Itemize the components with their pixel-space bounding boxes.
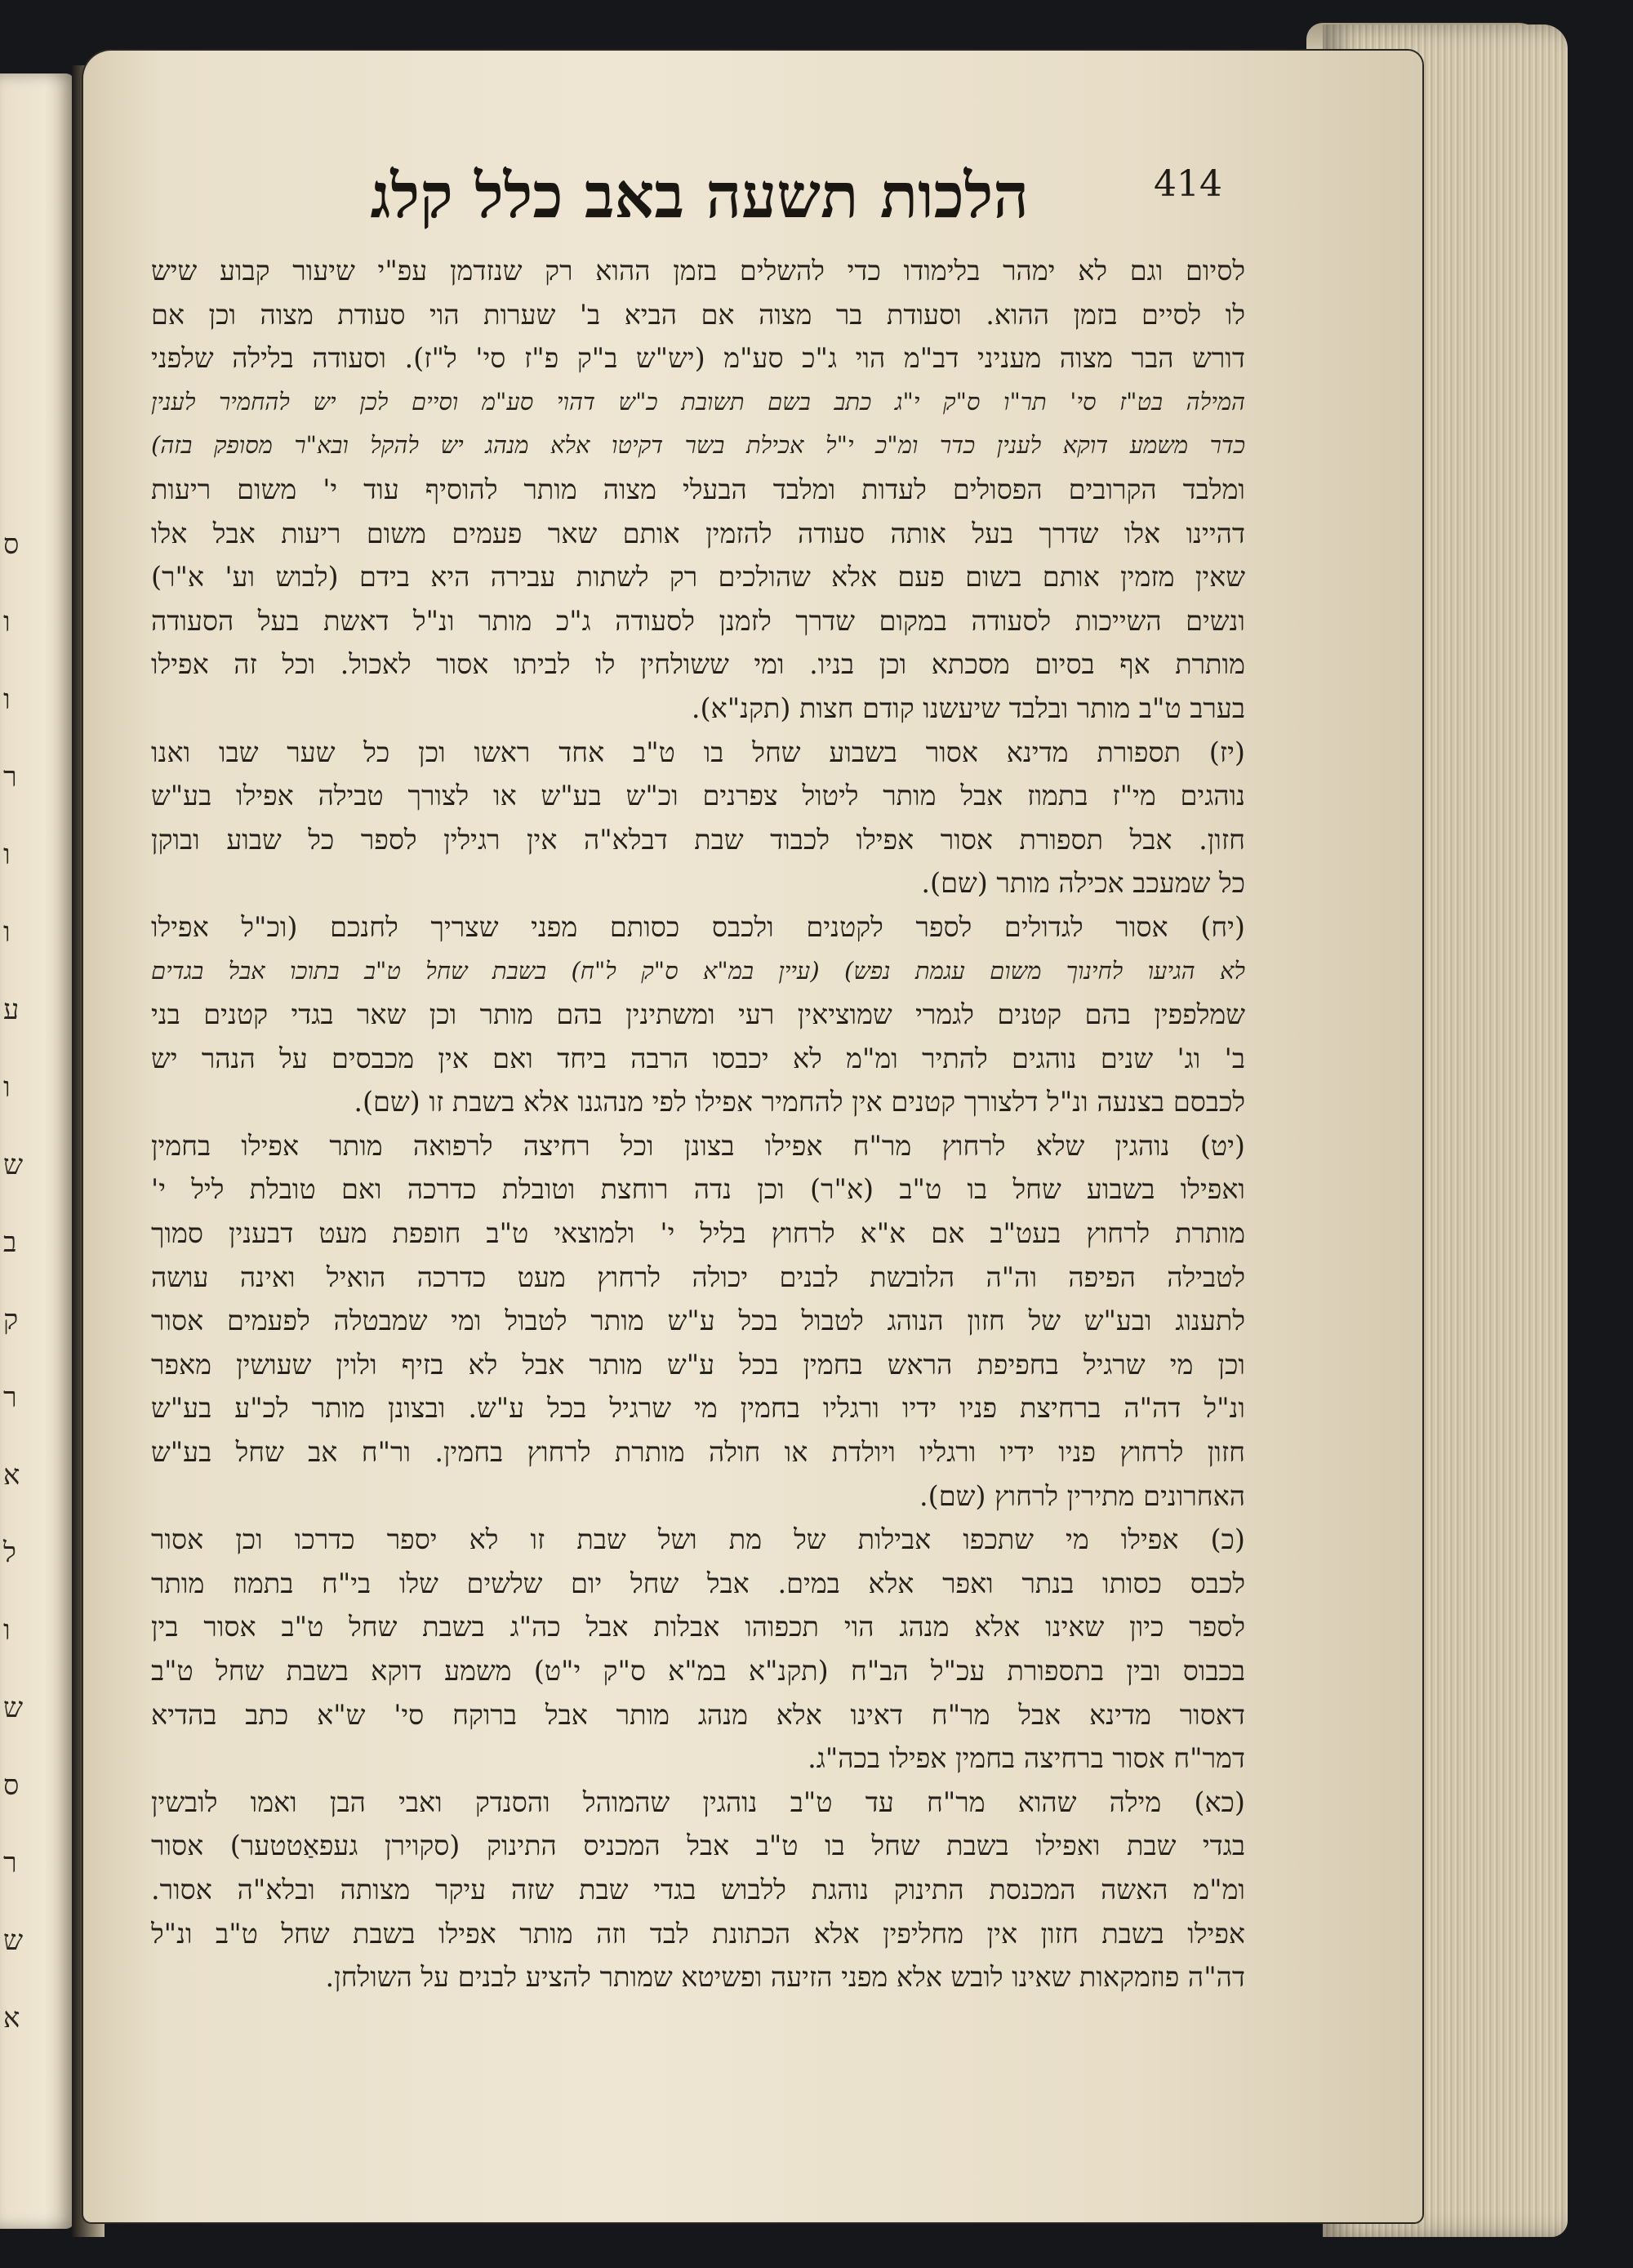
margin-letter: ו bbox=[3, 1614, 11, 1647]
text-line: ונ"ל דה"ה ברחיצת פניו ידיו ורגליו בחמין מי שרגיל בכל ע"ש. ובצונן מותר לכ"ע בע"ש bbox=[151, 1392, 1245, 1425]
text-line: לכבס כסותו בנתר ואפר אלא במים. אבל שחל יום שלשים שלו בי"ח בתמוז מותר bbox=[151, 1567, 1245, 1599]
margin-letter: ס bbox=[3, 1769, 20, 1802]
text-line: לסיום וגם לא ימהר בלימודו כדי להשלים בזמן ההוא רק שנזדמן עפ"י שיעור קבוע שיש bbox=[151, 255, 1245, 287]
text-line: (כ) אפילו מי שתכפו אבילות של מת ושל שבת זו לא יספר כדרכו וכן אסור bbox=[151, 1523, 1245, 1556]
text-line: אפילו בשבת חזון אין מחליפין אלא הכתונת לבד וזה מותר אפילו בשבת שחל ט"ב ונ"ל bbox=[151, 1917, 1245, 1950]
margin-letter: ו bbox=[3, 838, 11, 871]
margin-letter: ש bbox=[3, 1924, 24, 1957]
text-line: ומלבד הקרובים הפסולים לעדות ומלבד הבעלי מצוה מותר להוסיף עוד י' משום ריעות bbox=[151, 473, 1245, 505]
text-line: המילה בט"ז סי' תר"ו ס"ק י"ג כתב בשם תשובת כ"ש דהוי סע"מ וסיים לכן יש להחמיר לענין bbox=[151, 387, 1245, 416]
margin-letter: ו bbox=[3, 1071, 11, 1104]
margin-letter: ש bbox=[3, 1692, 24, 1724]
text-line: (כא) מילה שהוא מר"ח עד ט"ב נוהגין שהמוהל והסנדק ואבי הבן ואמו לובשין bbox=[151, 1785, 1245, 1818]
text-line: ב' וג' שנים נוהגים להתיר ומ"מ לא יכבסו הרבה ביחד ואם אין מכבסים על הנהר יש bbox=[151, 1042, 1245, 1074]
text-line: מותרת לרחוץ בעט"ב אם א"א לרחוץ בליל י' ולמוצאי ט"ב חופפת מעט דבענין סמוך bbox=[151, 1217, 1245, 1250]
margin-letter: ו bbox=[3, 916, 11, 949]
margin-letter: ר bbox=[3, 761, 17, 794]
page-number: 414 bbox=[1154, 163, 1222, 205]
text-line: שמלפפין בהם קטנים לגמרי שמוציאין רעי ומשתינין בהם מותר וכן שאר בגדי קטנים בני bbox=[151, 998, 1245, 1031]
text-line: בערב ט"ב מותר ובלבד שיעשנו קודם חצות (תקנ"א). bbox=[691, 692, 1245, 724]
left-facing-page bbox=[0, 73, 75, 2229]
text-line: חזון. אבל תספורת אסור אפילו לכבוד שבת דבלא"ה אין רגילין לספר כל שבוע ובוקן bbox=[151, 823, 1245, 856]
text-line: חזון לרחוץ פניו ידיו ורגליו ויולדת או חולה מותרת לרחוץ בחמין. ור"ח אב שחל בע"ש bbox=[151, 1436, 1245, 1469]
margin-letter: ר bbox=[3, 1847, 17, 1879]
text-line: שאין מזמין אותם בשום פעם אלא שהולכים רק לשתות עבירה היא בידם (לבוש וע' א"ר) bbox=[151, 561, 1245, 594]
text-line: ומ"מ האשה המכנסת התינוק נוהגת ללבוש בגדי שבת שזה עיקר מצותה ובלא"ה אסור. bbox=[151, 1873, 1245, 1906]
text-line: ונשים השייכות לסעודה במקום שדרך לזמנן לסעודה ג"כ מותר ונ"ל דאשת בעל הסעודה bbox=[151, 604, 1245, 637]
margin-letter: ש bbox=[3, 1149, 24, 1181]
margin-letter: ס bbox=[3, 528, 20, 561]
text-line: מותרת אף בסיום מסכתא וכן בניו. ומי ששולחין לו לביתו אסור לאכול. וכל זה אפילו bbox=[151, 648, 1245, 681]
text-line: כל שמעכב אכילה מותר (שם). bbox=[921, 867, 1245, 900]
margin-letter: ו bbox=[3, 683, 11, 716]
text-line: נוהגים מי"ז בתמוז אבל מותר ליטול צפרנים וכ"ש בע"ש או לצורך טבילה אפילו בע"ש bbox=[151, 780, 1245, 812]
text-line: לתענוג ובע"ש של חזון הנוהג לטבול בכל ע"ש מותר לטבול ומי שמבטלה לפעמים אסור bbox=[151, 1305, 1245, 1337]
text-line: לא הגיעו לחינוך משום עגמת נפש) (עיין במ"א ס"ק ל"ח) בשבת שחל ט"ב בתוכו אבל בגדים bbox=[151, 956, 1245, 985]
left-page-margin-letters bbox=[3, 528, 36, 2082]
text-line: לספר כיון שאינו אלא מנהג הוי תכפוהו אבלות אבל כה"ג בשבת שחל ט"ב אסור בין bbox=[151, 1611, 1245, 1643]
text-line: בגדי שבת ואפילו בשבת שחל בו ט"ב אבל המכניס התינוק (סקוירן געפאַטטער) אסור bbox=[151, 1830, 1245, 1862]
text-line: דורש הבר מצוה מעניני דב"מ הוי ג"כ סע"מ (יש"ש ב"ק פ"ז סי' ל"ז). וסעודה בלילה שלפני bbox=[151, 342, 1245, 375]
margin-letter: ר bbox=[3, 1381, 17, 1414]
text-line: (יט) נוהגין שלא לרחוץ מר"ח אפילו בצונן וכל רחיצה לרפואה מותר אפילו בחמין bbox=[151, 1129, 1245, 1162]
text-line: לכבסם בצנעה ונ"ל דלצורך קטנים אין להחמיר אפילו לפי מנהגנו אלא בשבת זו (שם). bbox=[354, 1086, 1245, 1118]
text-line: דה"ה פוזמקאות שאינו לובש אלא מפני הזיעה ופשיטא שמותר להציע לבנים על השולחן. bbox=[325, 1961, 1245, 1994]
text-line: בכבוס ובין בתספורת עכ"ל הב"ח (תקנ"א במ"א ס"ק י"ט) משמע דוקא בשבת שחל ט"ב bbox=[151, 1655, 1245, 1687]
text-line: דאסור מדינא אבל מר"ח דאינו אלא מנהג מותר אבל ברוקח סי' ש"א כתב בהדיא bbox=[151, 1698, 1245, 1731]
running-head: הלכות תשעה באב כלל קלג bbox=[370, 159, 1029, 232]
text-line: לו לסיים בזמן ההוא. וסעודת בר מצוה אם הביא ב' שערות הוי סעודת מצוה וכן אם bbox=[151, 298, 1245, 331]
text-line: לטבילה הפיפה וה"ה הלובשת לבנים יכולה לרחוץ מעט כדרכה הואיל ואינה עושה bbox=[151, 1261, 1245, 1293]
margin-letter: ב bbox=[3, 1226, 17, 1259]
text-line: דהיינו אלו שדרך בעל אותה סעודה להזמין אותם שאר פעמים משום ריעות אבל אלו bbox=[151, 517, 1245, 549]
margin-letter: ו bbox=[3, 606, 11, 638]
margin-letter: א bbox=[3, 2002, 20, 2035]
margin-letter: א bbox=[3, 1459, 20, 1492]
margin-letter: ק bbox=[3, 1304, 19, 1336]
text-line: האחרונים מתירין לרחוץ (שם). bbox=[919, 1479, 1245, 1512]
text-line: וכן מי שרגיל בחפיפת הראש בחמין בכל ע"ש מותר אבל לא בזיף ולוין שעושין מאפר bbox=[151, 1348, 1245, 1381]
text-line: דמר"ח אסור ברחיצה בחמין אפילו בכה"ג. bbox=[808, 1742, 1245, 1775]
margin-letter: ל bbox=[3, 1536, 16, 1569]
text-line: (יז) תספורת מדינא אסור בשבוע שחל בו ט"ב אחד ראשו וכן כל שער שבו ואנו bbox=[151, 736, 1245, 768]
body-text bbox=[151, 249, 1245, 2102]
text-line: ואפילו בשבוע שחל בו ט"ב (א"ר) וכן נדה רוחצת וטובלת כדרכה ואם טובלת ליל י' bbox=[151, 1173, 1245, 1206]
text-line: כדר משמע דוקא לענין כדר ומ"כ י"ל אכילת בשר דקיטו אלא מנהג יש להקל ובא"ר מסופק בזה) bbox=[151, 431, 1245, 460]
text-line: (יח) אסור לגדולים לספר לקטנים ולכבס כסותם מפני שצריך לחנכם (וכ"ל אפילו bbox=[151, 910, 1245, 943]
margin-letter: ע bbox=[3, 994, 20, 1026]
